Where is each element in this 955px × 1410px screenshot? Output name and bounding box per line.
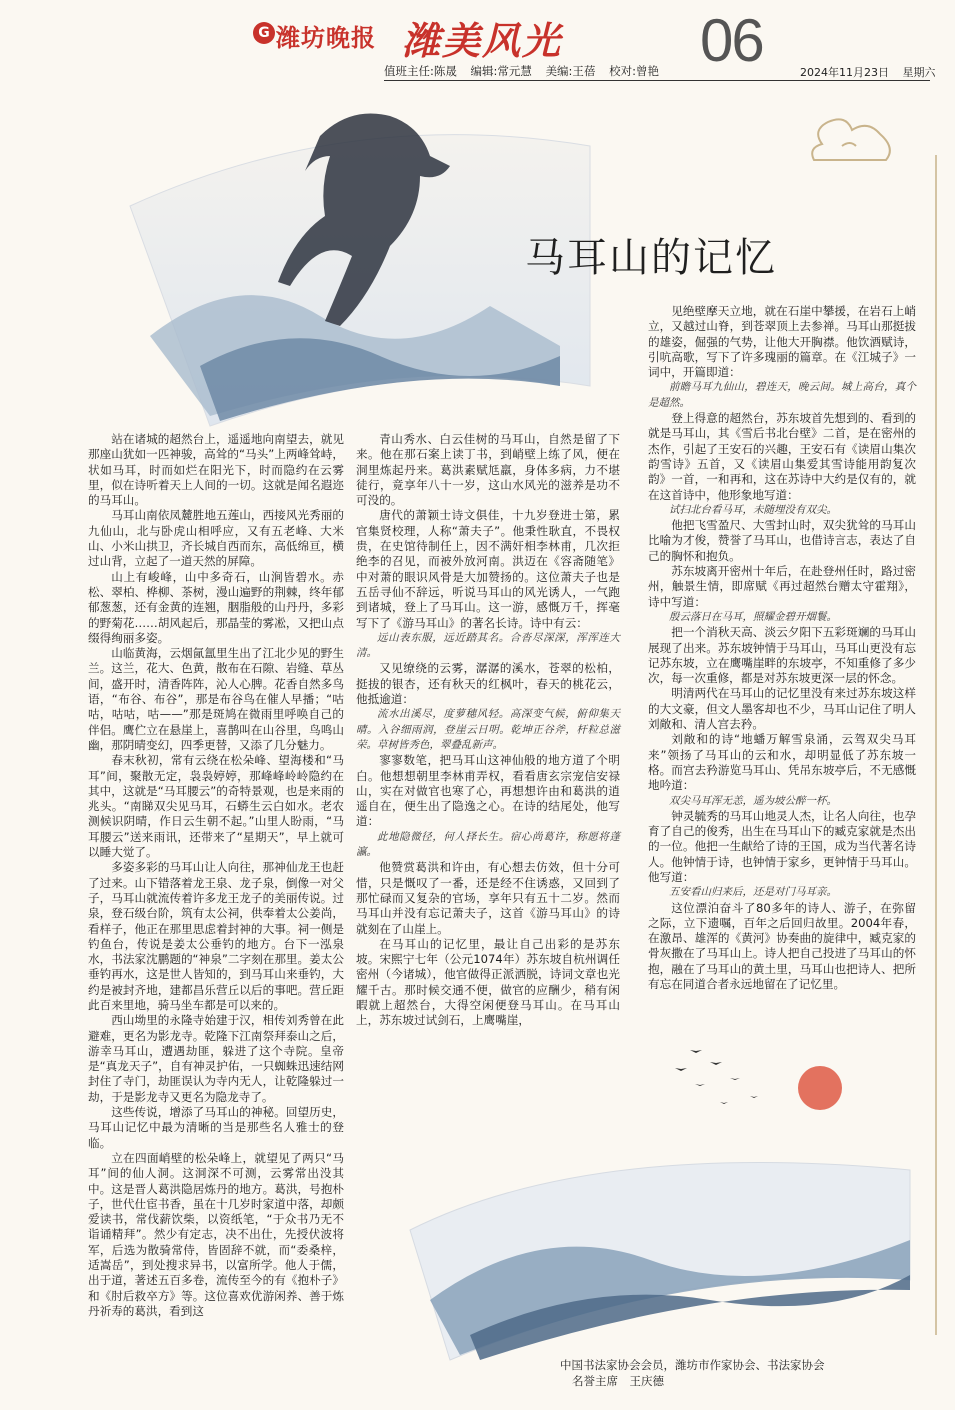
poem-quote: 流水出溪尽，度萝穗风轻。高深变气候，俯仰集天晴。入谷细雨润，登崖云日明。乾坤正谷斧，杆粒总滋荣。草树皆秀色，翠叠乱新声。 — [356, 708, 620, 751]
paragraph: 寥寥数笔，把马耳山这神仙般的地方道了个明白。他想想朝里李林甫弄权，看看唐玄宗宠信安禄山，实在对做官也寒了心，再想想许由和葛洪的逍遥自在，便生出了隐逸之心。在诗的结尾处，他写道： — [356, 753, 620, 829]
editor-credits — [384, 63, 669, 79]
weekday-text: 星期六 — [902, 66, 936, 79]
poem-quote: 此地隐微径，何人择长生。宿心尚葛许，称愿将蓬瀛。 — [356, 830, 620, 859]
paragraph: 西山坳里的永隆寺始建于汉，相传刘秀曾在此避难，更名为影龙寺。乾隆下江南祭拜泰山之后，游幸马耳山，遭遇劫匪，躲进了这个寺院。皇帝是“真龙天子”，自有神灵护佑，一只蜘蛛迅速结网封住了寺门，劫匪误认为寺内无人，让乾隆躲过一劫，于是影龙寺又更名为隐龙寺了。 — [88, 1013, 344, 1104]
paragraph: 明清两代在马耳山的记忆里没有来过苏东坡这样的大文豪，但文人墨客却也不少，马耳山记住了明人刘敞和、清人宫去矜。 — [648, 686, 916, 732]
paragraph: 见绝壁摩天立地，就在石崖中攀援，在岩石上峭立，又越过山脊，到苍翠顶上去参禅。马耳山那挺拔的雄姿，倔强的气势，让他大开胸襟。他饮酒赋诗，引吭高歌，写下了许多瑰丽的篇章。在《江城子》一词中，开篇即道： — [648, 304, 916, 380]
proofreader: 校对:曾艳 — [609, 64, 659, 78]
paragraph: 青山秀水、白云佳树的马耳山，自然是留了下来。他在那石案上读丁书，到峭壁上练了风，便在洞里炼起丹来。葛洪素赋尪羸，身体多病，力不堪徒行，竟享年八十一岁，这山水风光的滋养是功不可没的。 — [356, 432, 620, 508]
paragraph: 登上得意的超然台，苏东坡首先想到的、看到的就是马耳山，其《雪后书北台壁》二首，是在密州的杰作，引起了王安石的兴趣，王安石有《读眉山集次韵雪诗》五首，又《读眉山集爱其雪诗能用韵复次韵》一首，一和再和，这在苏诗中大约是仅有的，就在这首诗中，他形象地写道： — [648, 411, 916, 502]
paragraph: 这些传说，增添了马耳山的神秘。回望历史，马耳山记忆中最为清晰的当是那些名人雅士的登临。 — [88, 1105, 344, 1150]
masthead — [0, 0, 955, 84]
issue-date — [800, 64, 946, 80]
editor: 编辑:常元慧 — [470, 64, 532, 78]
article-column-1 — [88, 432, 344, 1352]
paragraph: 把一个消秋天高、淡云夕阳下五彩斑斓的马耳山展现了出来。苏东坡钟情于马耳山，马耳山更没有忘记苏东坡，立在鹰嘴崖畔的东坡亭，不知重修了多少次，每一次重修，都是对苏东坡更深一层的怀念。 — [648, 625, 916, 686]
paper-name: 潍坊晚报 — [276, 23, 376, 52]
paragraph: 站在诸城的超然台上，遥遥地向南望去，就见那座山犹如一匹神骏，高耸的“马头”上两峰耸峙，状如马耳，时而如烂在阳光下，时而隐约在云雾里，似在诗听着天上人间的一切。这就是闻名遐迩的马耳山。 — [88, 432, 344, 508]
page-number: 06 — [700, 7, 763, 74]
sun-icon — [798, 1066, 842, 1110]
paragraph: 多姿多彩的马耳山让人向往，那神仙龙王也赶了过来。山下错落着龙王泉、龙子泉，倒像一对父子，马耳山就流传着许多龙王龙子的美丽传说。过泉，登石级台阶，筑有太公祠，供奉着太公姜尚，看样子，他正在那里思虑着封神的大事。祠一侧是钓鱼台，传说是姜太公垂钓的地方。台下一泓泉水，书法家沈鹏题的“神泉”二字刻在那里。姜太公垂钓再水，这是世人皆知的，到马耳山来垂钓，大约是被封齐地，建都昌乐营丘以后的事吧。营丘距此百来里地，骑马坐车都是可以来的。 — [88, 860, 344, 1012]
paragraph: 立在四面峭壁的松朵峰上，就望见了两只“马耳”间的仙人洞。这洞深不可测，云雾常出没其中。这是晋人葛洪隐居炼丹的地方。葛洪，号抱朴子，世代仕宦书香，虽在十几岁时家道中落，却颇爱读书，常伐薪饮柴，以资纸笔，“于众书乃无不诣诵精拜”。然少有定志，决不出仕，先授伏波将军，后选为散骑常侍，皆固辞不就，而“委桑梓，适嵩岳”，到处搜求异书，以富所学。他人于儒，出于道，著述五百多卷，流传至今的有《抱朴子》和《肘后救卒方》等。这位喜欢优游闲养、善于炼丹祈寿的葛洪，看到这 — [88, 1150, 344, 1318]
paragraph: 他赞赏葛洪和许由，有心想去仿效，但十分可惜，只是慨叹了一番，还是经不住诱惑，又回到了那忙碌而又复杂的官场，享年只有五十二岁。然而马耳山并没有忘记萧夫子，这首《游马耳山》的诗就刻在了山崖上。 — [356, 860, 620, 936]
cloud-ornament-icon — [812, 119, 890, 160]
article-title: 马耳山的记忆 — [525, 235, 777, 281]
section-name: 潍美风光 — [402, 19, 563, 63]
logo-icon: G — [253, 22, 275, 44]
poem-quote: 殷云落日在马耳，照耀金碧开烟鬟。 — [669, 610, 837, 623]
poem-quote: 前瞻马耳九仙山，碧连天，晚云间。城上高台，真个是超然。 — [648, 381, 916, 409]
paragraph: 马耳山南依凤麓胜地五莲山，西接风光秀丽的九仙山，北与卧虎山相呼应，又有五老峰、大米山、小米山拱卫，齐长城自西而东，高低绵亘，横过山背，立起了一道天然的屏障。 — [88, 508, 344, 569]
paragraph: 他把飞雪盈尺、大雪封山时，双尖犹耸的马耳山比喻为才俊，赞誉了马耳山，也借诗言志，表达了自己的胸怀和抱负。 — [648, 518, 916, 563]
paragraph: 又见缭绕的云雾，潺潺的溪水，苍翠的松柏，挺拔的银杏，还有秋天的红枫叶，春天的桃花云，他抵逾道： — [356, 661, 620, 707]
author-name: 名誉主席 王庆德 — [572, 1374, 664, 1388]
paragraph: 苏东坡离开密州十年后，在赴登州任时，路过密州，触景生情，即席赋《再过超然台赠太守霍翔》，诗中写道： — [648, 564, 916, 609]
poem-quote: 双尖马耳浑无恙，遥为坡公醉一杯。 — [669, 794, 837, 807]
paragraph: 这位漂泊奋斗了80多年的诗人、游子，在弥留之际，立下遗嘱，百年之后回归故里。2004年春，在激昂、雄浑的《黄河》协奏曲的旋律中，臧克家的骨灰撒在了马耳山上。诗人把自己投进了马耳山的怀抱，融在了马耳山的黄土里，马耳山也把诗人、把所有忘在同道合者永远地留在了记忆里。 — [648, 900, 916, 992]
author-byline — [560, 1357, 920, 1389]
paragraph: 在马耳山的记忆里，最让自己出彩的是苏东坡。宋熙宁七年（公元1074年）苏东坡自杭州调任密州（今诸城），他官做得正派洒脱，诗词文章也光耀千古。那时候交通不便，做官的应酬少，稍有闲暇就上超然台，大得空闲便登马耳山。在马耳山上，苏东坡过试剑石，上鹰嘴崖， — [356, 936, 620, 1028]
poem-quote: 试扫北台看马耳，未随埋没有双尖。 — [669, 503, 837, 516]
editor-on-duty: 值班主任:陈晟 — [384, 64, 457, 78]
author-affiliation: 中国书法家协会会员，潍坊市作家协会、书法家协会 — [560, 1358, 825, 1372]
paragraph: 春末秋初，常有云绕在松朵峰、望海楼和“马耳”间，聚散无定，袅袅婷婷，那峰峰岭岭隐约在其中，这就是“马耳腰云”的奇特景观，也是来雨的兆头。“南睇双尖见马耳，石蟒生云白如水。老农测候识阴晴，作日云生朝不起。”山里人盼雨，“马耳腰云”送来雨讯，还带来了“星期天”，早上就可以睡大觉了。 — [88, 753, 344, 860]
poem-quote: 五安看山归来后，还是对门马耳亲。 — [669, 886, 837, 899]
paragraph: 山临黄海，云烟氤氲里生出了江北少见的野生兰。这兰，花大、色黄，散布在石隙、岩缝、草丛间，盛开时，清香阵阵，沁人心脾。花香自然多鸟语，“布谷、布谷”，那是布谷鸟在催人早播；“咕咕，咕咕，咕——”那是斑鸠在微雨里呼唤自己的伴侣。鹰伫立在悬崖上，喜鹊叫在山谷里，鸟鸣山幽，那阴晴变幻，四季更替，又添了几分魅力。 — [88, 646, 344, 752]
article-column-2 — [356, 432, 620, 1054]
paragraph: 钟灵毓秀的马耳山地灵人杰，让名人向往，也孕育了自己的俊秀，出生在马耳山下的臧克家就是杰出的一位。他把一生献给了诗的王国，成为当代著名诗人。他钟情于诗，也钟情于家乡，更钟情于马耳山。他写道： — [648, 808, 916, 884]
header-rule — [384, 80, 930, 81]
birds-icon — [675, 1050, 758, 1104]
article-column-3 — [648, 304, 916, 1054]
poem-quote: 远山表东服，远近踏其名。合沓尽深深，浑浑连大清。 — [356, 631, 620, 660]
paragraph: 刘敞和的诗“地蟠万解雪泉涌，云驾双尖马耳来”领扬了马耳山的云和水，却明显低了苏东坡一格。而宫去矜游览马耳山、凭吊东坡亭后，不无感慨地吟道： — [648, 732, 916, 793]
date-text: 2024年11月23日 — [800, 66, 889, 79]
art-editor: 美编:王蓓 — [545, 64, 596, 78]
paragraph: 唐代的萧颖士诗文俱佳，十九岁登进士第，累官集贤校理，人称“萧夫子”。他秉性耿直，不畏权贵，在史馆待制任上，因不满奸相李林甫，几次拒绝李的召见，而被外放河南。洪迈在《容斋随笔》中对萧的眼识风骨是大加赞扬的。这位萧夫子也是五岳寻仙不辞远，听说马耳山的风光诱人，一气跑到诸城，登上了马耳山。这一游，感慨万千，挥毫写下了《游马耳山》的著名长诗。诗中有云： — [356, 508, 620, 630]
fan-illustration-bottom — [390, 1040, 935, 1365]
paragraph: 山上有峻峰，山中多奇石，山涧皆碧水。赤松、翠柏、桦柳、茶树，漫山遍野的荆棘，终年郁郁葱葱，还有金黄的连翘，胭脂般的山丹丹，多彩的野菊花……胡风起后，那晶莹的雾凇，又把山点缀得绚丽多姿。 — [88, 569, 344, 645]
